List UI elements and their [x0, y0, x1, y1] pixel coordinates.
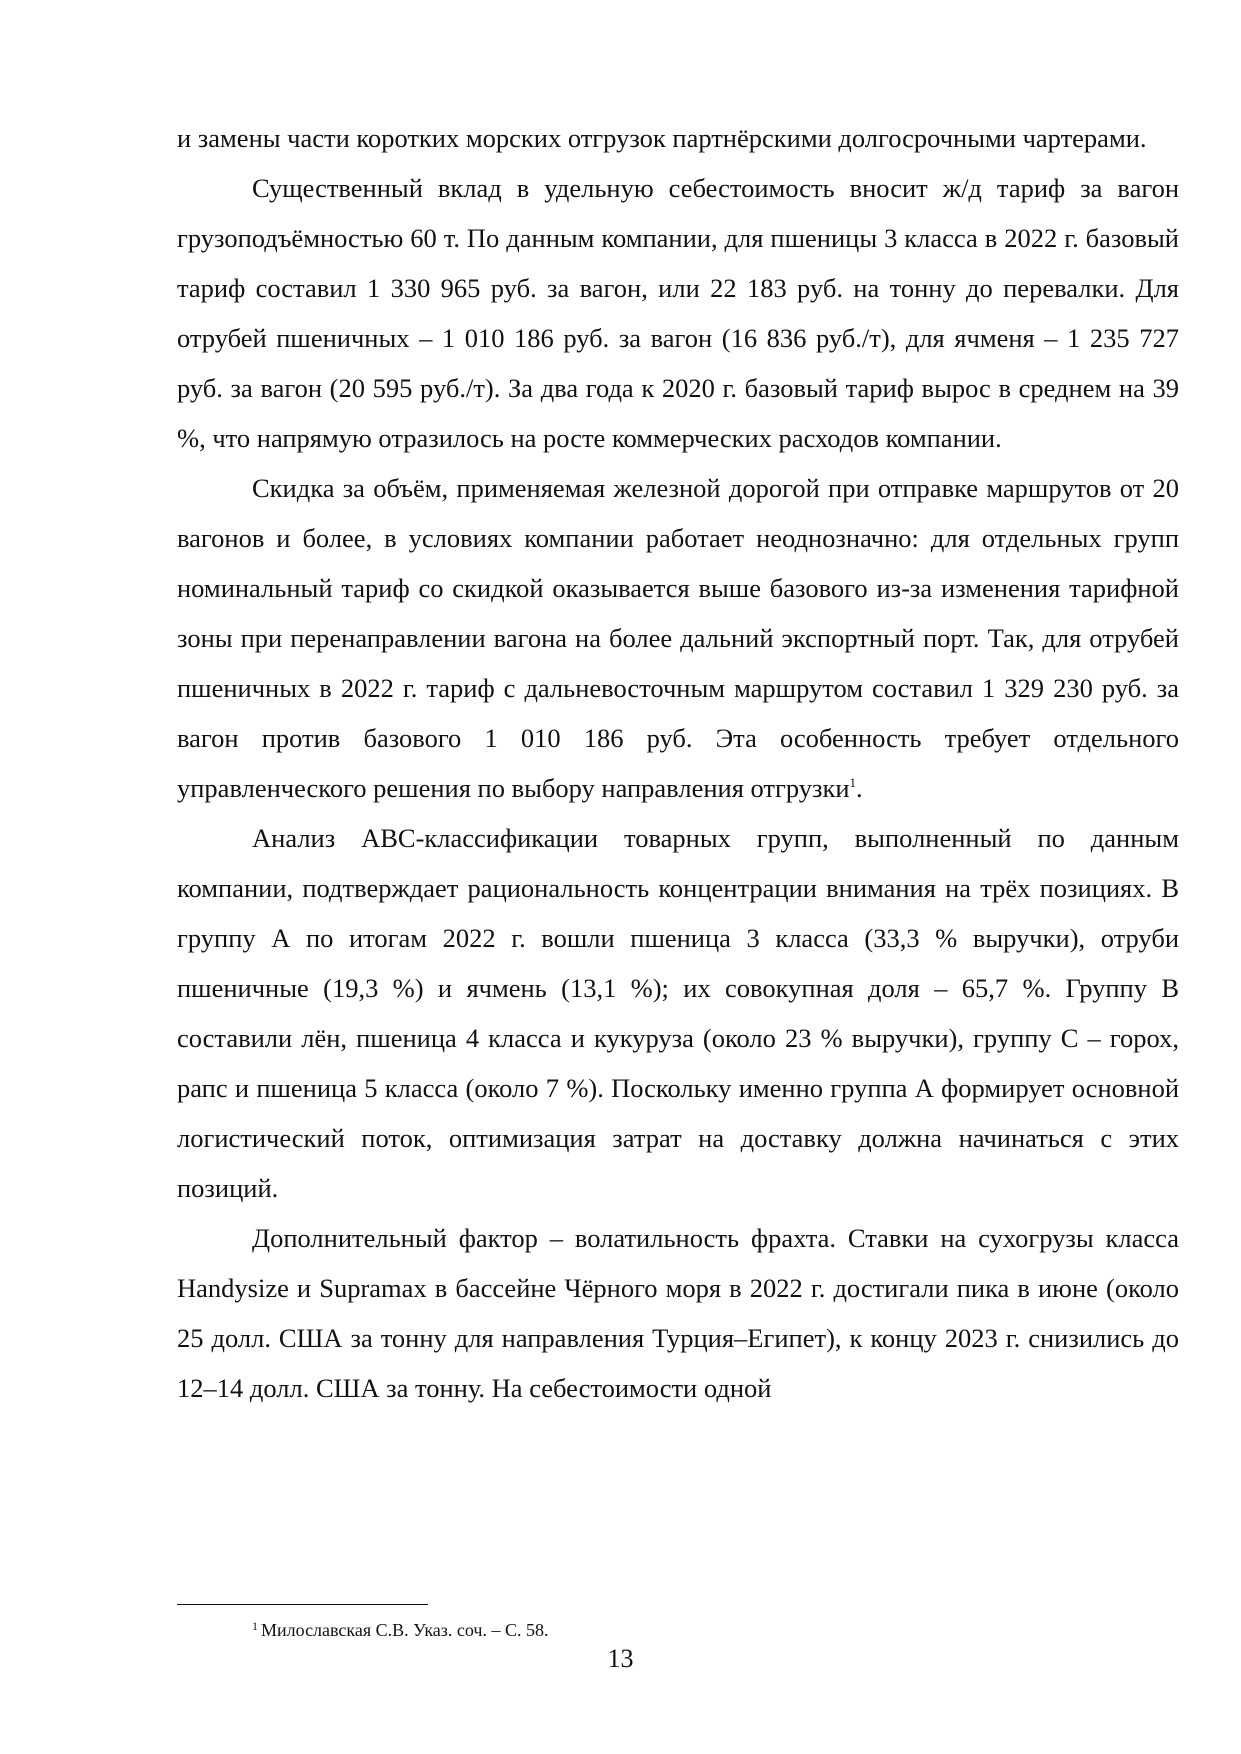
paragraph-1-text: и замены части коротких морских отгрузок партнёрскими долгосрочными чартерами.: [177, 123, 1147, 153]
paragraph-5-text: Дополнительный фактор – волатильность фрахта. Ставки на сухогрузы класса Handysize и Supramax в бассейне Чёрного моря в 2022 г. достигали пика в июне (около 25 долл. США за тонну для направления Турция–Египет), к концу 2023 г. снизились до 12–14 долл. США за тонну. На себестоимости одной: [177, 1223, 1179, 1403]
footnote-separator: [177, 1604, 428, 1605]
footnote-text: Милославская С.В. Указ. соч. – С. 58.: [261, 1620, 549, 1640]
footnote-reference[interactable]: 1: [849, 775, 857, 790]
paragraph-4: [177, 813, 1179, 1213]
paragraph-5: [177, 1213, 1179, 1413]
paragraph-2: [177, 163, 1179, 463]
footnote-number: 1: [252, 1619, 258, 1633]
paragraph-4-text: Анализ ABC-классификации товарных групп, выполненный по данным компании, подтверждает рациональность концентрации внимания на трёх позициях. В группу А по итогам 2022 г. вошли пшеница 3 класса (33,3 % выручки), отруби пшеничные (19,3 %) и ячмень (13,1 %); их совокупная доля – 65,7 %. Группу B составили лён, пшеница 4 класса и кукуруза (около 23 % выручки), группу C – горох, рапс и пшеница 5 класса (около 7 %). Поскольку именно группа А формирует основной логистический поток, оптимизация затрат на доставку должна начинаться с этих позиций.: [177, 823, 1179, 1203]
paragraph-1: [177, 113, 1179, 163]
paragraph-3: [177, 463, 1179, 813]
paragraph-3-tail: .: [856, 773, 863, 803]
page-body: [177, 113, 1179, 1413]
page-number: 13: [607, 1644, 634, 1673]
footnote: [252, 1614, 548, 1642]
paragraph-2-text: Существенный вклад в удельную себестоимость вносит ж/д тариф за вагон грузоподъёмностью 60 т. По данным компании, для пшеницы 3 класса в 2022 г. базовый тариф составил 1 330 965 руб. за вагон, или 22 183 руб. на тонну до перевалки. Для отрубей пшеничных – 1 010 186 руб. за вагон (16 836 руб./т), для ячменя – 1 235 727 руб. за вагон (20 595 руб./т). За два года к 2020 г. базовый тариф вырос в среднем на 39 %, что напрямую отразилось на росте коммерческих расходов компании.: [177, 173, 1179, 453]
paragraph-3-text: Скидка за объём, применяемая железной дорогой при отправке маршрутов от 20 вагонов и более, в условиях компании работает неоднозначно: для отдельных групп номинальный тариф со скидкой оказывается выше базового из-за изменения тарифной зоны при перенаправлении вагона на более дальний экспортный порт. Так, для отрубей пшеничных в 2022 г. тариф с дальневосточным маршрутом составил 1 329 230 руб. за вагон против базового 1 010 186 руб. Эта особенность требует отдельного управленческого решения по выбору направления отгрузки: [177, 473, 1179, 803]
